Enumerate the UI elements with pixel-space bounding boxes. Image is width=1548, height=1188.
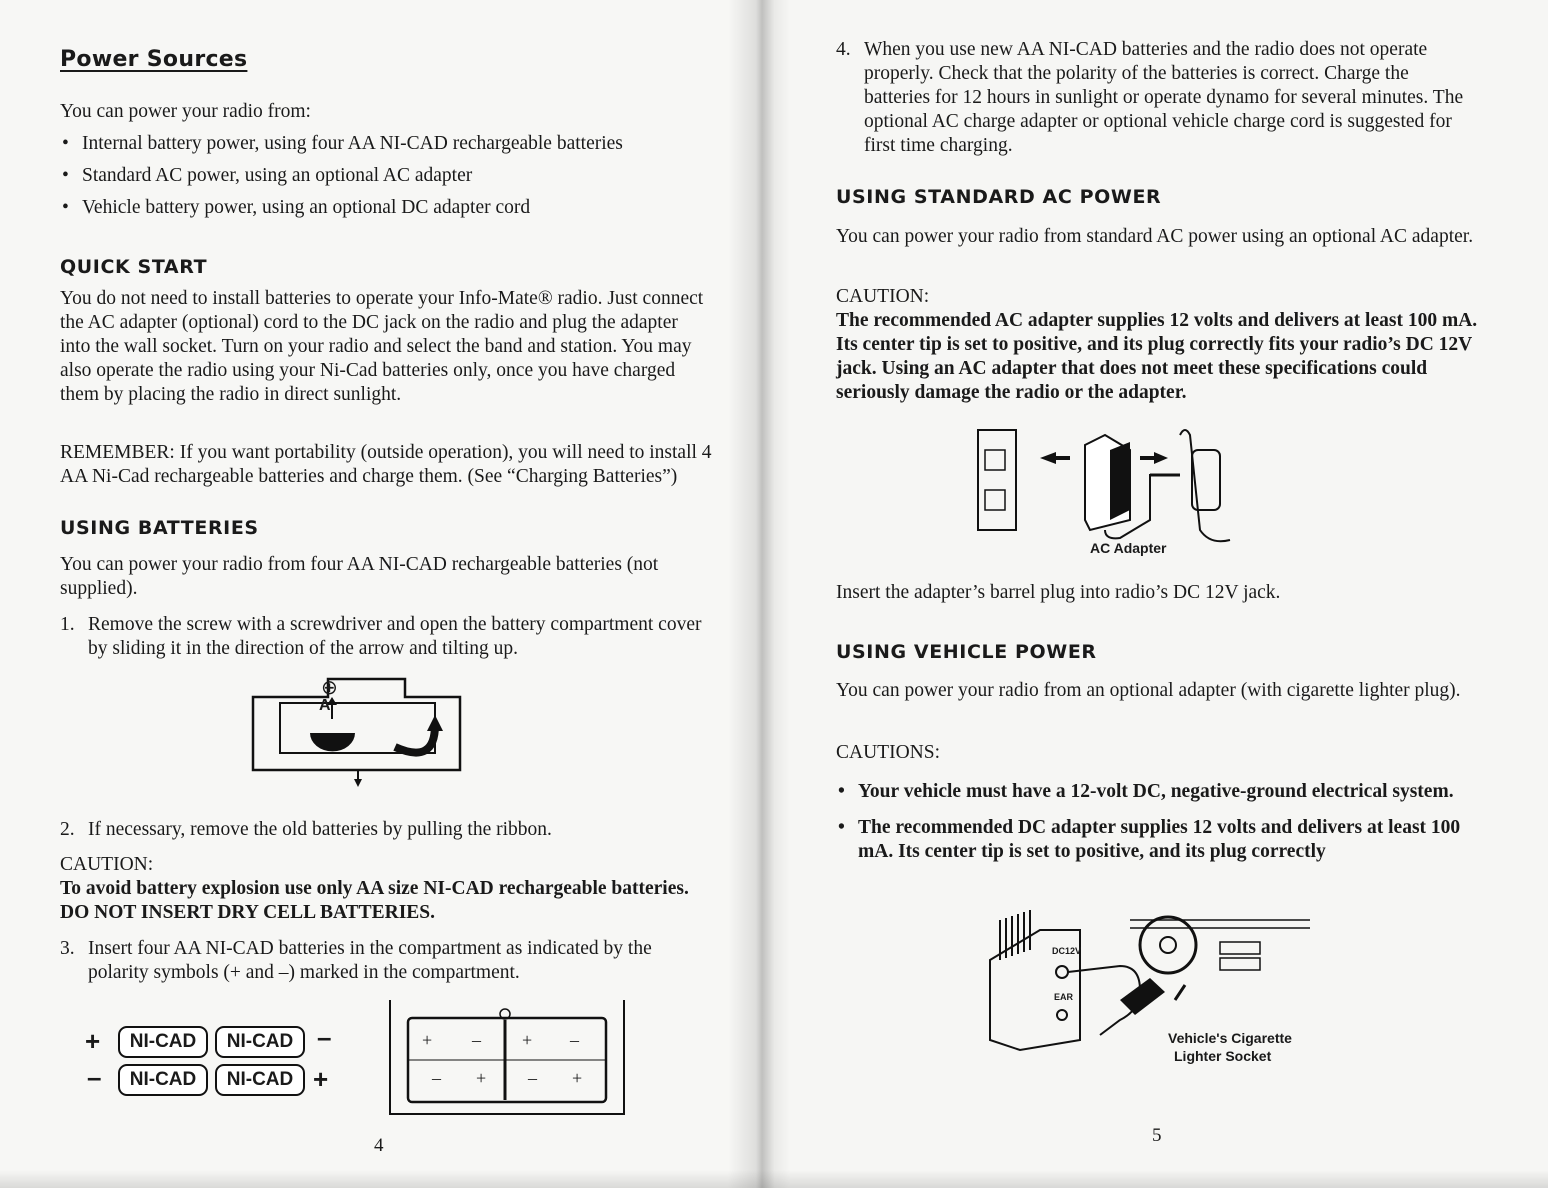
caution-label: CAUTION: xyxy=(836,286,930,307)
list-item: • Your vehicle must have a 12-volt DC, negative-ground electrical system. xyxy=(836,780,1476,804)
insert-plug-text: Insert the adapter’s barrel plug into radio’s DC 12V jack. xyxy=(836,582,1281,603)
page-number: 4 xyxy=(374,1135,384,1156)
battery: NI-CAD xyxy=(215,1026,305,1058)
list-item: • The recommended DC adapter supplies 12 volts and delivers at least 100 mA. Its center tip is set to positive, and its plug correctly xyxy=(836,816,1476,864)
polarity-mark: – xyxy=(472,1030,481,1050)
jack-label: DC12V xyxy=(1052,946,1082,956)
page-title: Power Sources xyxy=(60,47,248,72)
right-page xyxy=(760,0,1548,1188)
plus-sign: + xyxy=(313,1064,329,1094)
polarity-mark: + xyxy=(522,1030,533,1050)
polarity-mark: – xyxy=(570,1030,579,1050)
ac-power-body: You can power your radio from standard AC power using an optional AC adapter. xyxy=(836,226,1474,247)
list-item: • Vehicle battery power, using an optional DC adapter cord xyxy=(60,196,720,220)
intro-text: You can power your radio from: xyxy=(60,101,311,122)
list-item: • Internal battery power, using four AA NI-CAD rechargeable batteries xyxy=(60,132,720,156)
caution-text: The recommended AC adapter supplies 12 volts and delivers at least 100 mA. Its center tip is set to positive, and its plug correctly fits your radio’s DC 12V jack. Using an AC adapter that does not meet these specifications could seriously damage the radio or the adapter. xyxy=(836,310,1478,403)
vehicle-power-heading: USING VEHICLE POWER xyxy=(836,641,1097,663)
book-spine-shadow xyxy=(728,0,790,1188)
polarity-mark: + xyxy=(476,1068,487,1088)
battery-compartment-figure xyxy=(388,1000,628,1118)
jack-label: EAR xyxy=(1054,992,1074,1002)
figure-caption: Vehicle's Cigarette xyxy=(1168,1030,1292,1046)
figure-caption: Lighter Socket xyxy=(1174,1048,1272,1064)
battery: NI-CAD xyxy=(118,1026,208,1058)
step-number: 4. xyxy=(836,39,851,60)
minus-sign: – xyxy=(87,1062,102,1092)
step-4 xyxy=(836,38,1476,163)
ac-adapter-figure xyxy=(970,420,1300,560)
step-number: 2. xyxy=(60,819,75,840)
vehicle-power-body: You can power your radio from an optional adapter (with cigarette lighter plug). xyxy=(836,680,1461,701)
plus-sign: + xyxy=(85,1026,101,1056)
remember-note: REMEMBER: If you want portability (outside operation), you will need to install 4 AA Ni-Cad rechargeable batteries and charge them. (See “Charging Batteries”) xyxy=(60,442,712,487)
step-number: 1. xyxy=(60,614,75,635)
polarity-mark: – xyxy=(432,1068,441,1088)
polarity-mark: + xyxy=(572,1068,583,1088)
step-number: 3. xyxy=(60,938,75,959)
battery-cover-figure xyxy=(245,675,475,795)
vehicle-adapter-figure xyxy=(980,900,1320,1070)
quick-start-body: You do not need to install batteries to operate your Info-Mate® radio. Just connect the AC adapter (optional) cord to the DC jack on the radio and plug the adapter into the wall socket. Turn on your radio and select the band and station. You may also operate the radio using your Ni-Cad batteries only, once you have charged them by placing the radio in direct sunlight. xyxy=(60,288,704,405)
step-2 xyxy=(60,818,712,844)
step-text: Remove the screw with a screwdriver and open the battery compartment cover by sliding it in the direction of the arrow and tilting up. xyxy=(88,614,702,659)
left-page xyxy=(0,0,760,1188)
battery: NI-CAD xyxy=(215,1064,305,1096)
power-source-list xyxy=(60,132,720,228)
page-number: 5 xyxy=(1152,1125,1162,1146)
minus-sign: – xyxy=(317,1022,332,1052)
using-batteries-heading: USING BATTERIES xyxy=(60,517,259,539)
battery-cover-icon xyxy=(245,675,475,795)
plus-symbol: ⊕ xyxy=(321,675,338,699)
polarity-mark: + xyxy=(422,1030,433,1050)
vehicle-cautions-list xyxy=(836,780,1476,872)
ac-adapter-icon xyxy=(970,420,1300,560)
battery-orientation-figure xyxy=(85,1022,345,1102)
using-batteries-body: You can power your radio from four AA NI-CAD rechargeable batteries (not supplied). xyxy=(60,554,659,599)
ac-power-heading: USING STANDARD AC POWER xyxy=(836,186,1162,208)
battery: NI-CAD xyxy=(118,1064,208,1096)
step-text: If necessary, remove the old batteries by pulling the ribbon. xyxy=(88,819,552,840)
polarity-mark: – xyxy=(528,1068,537,1088)
page-bottom-edge xyxy=(0,1170,1548,1188)
list-item: • Standard AC power, using an optional AC adapter xyxy=(60,164,720,188)
figure-caption: AC Adapter xyxy=(1090,540,1167,556)
caution-label: CAUTION: xyxy=(60,854,154,875)
cautions-label: CAUTIONS: xyxy=(836,742,941,763)
cover-letter-label: A xyxy=(319,697,331,714)
step-1 xyxy=(60,613,712,663)
step-text: When you use new AA NI-CAD batteries and the radio does not operate properly. Check that the polarity of the batteries is correct. Charge the batteries for 12 hours in sunlight or operate dynamo for several minutes. The optional AC charge adapter or optional vehicle charge cord is suggested for first time charging. xyxy=(864,39,1464,156)
step-3 xyxy=(60,937,712,987)
quick-start-heading: QUICK START xyxy=(60,256,208,278)
step-text: Insert four AA NI-CAD batteries in the compartment as indicated by the polarity symbols (+ and –) marked in the compartment. xyxy=(88,938,652,983)
compartment-icon xyxy=(388,1000,628,1118)
caution-text: To avoid battery explosion use only AA size NI-CAD rechargeable batteries. DO NOT INSERT DRY CELL BATTERIES. xyxy=(60,878,689,923)
